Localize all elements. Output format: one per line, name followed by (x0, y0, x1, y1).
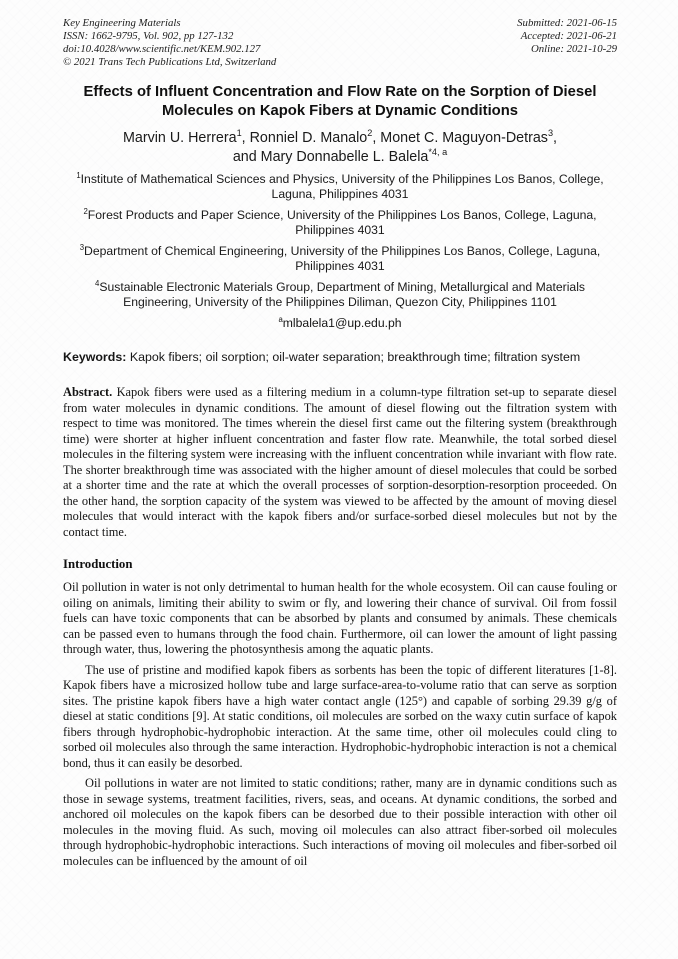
email-address: mlbalela1@up.edu.ph (282, 316, 402, 330)
paragraph-intro-2: The use of pristine and modified kapok fibers as sorbents has been the topic of different literatures [1-8]. Kapok fibers have a microsized hollow tube and large surface-area-to-volume ratio that can serve as sorption sites. The pristine kapok fibers have a high water contact angle (125°) and capable of sorbing 29.39 g/g of diesel at static conditions [9]. At static conditions, oil molecules are sorbed on the waxy cutin surface of kapok fibers through hydrophobic-hydrophobic interaction. At the same time, other oil molecules could cling to sorbed oil molecules also through the same interaction. Hydrophobic-hydrophobic interaction is not a chemical bond, thus it can easily be desorbed. (63, 662, 617, 770)
submission-dates (517, 17, 617, 69)
author-name: Marvin U. Herrera (122, 130, 237, 146)
author-name: Monet C. Maguyon-Detras (380, 130, 548, 146)
author-affiliation-marker: *4, a (428, 146, 448, 157)
journal-info (63, 17, 276, 69)
paper-title: Effects of Influent Concentration and Flow Rate on the Sorption of Diesel Molecules on Kapok Fibers at Dynamic Conditions (83, 84, 597, 119)
accepted-date: Accepted: 2021-06-21 (520, 30, 617, 42)
affiliation-marker: 1 (76, 170, 81, 180)
journal-copyright: © 2021 Trans Tech Publications Ltd, Switzerland (63, 56, 277, 68)
abstract-text: Kapok fibers were used as a filtering medium in a column-type filtration set-up to separate diesel from water molecules in dynamic conditions. The amount of diesel flowing out the filtration system with respect to time was monitored. The times wherein the diesel first came out the filtering system (breakthrough time) were shorter at higher influent concentration and faster flow rate. Meanwhile, the total sorbed diesel molecules in the filtering system were increasing with the influent concentration while invariant with flow rate. The shorter breakthrough time was associated with the higher amount of diesel molecules that could be sorbed at a shorter time and the rate at which the overall processes of sorption-desorption-resorption proceeded. On the other hand, the sorption capacity of the system was viewed to be affected by the amount of moving diesel molecules that would interact with the kapok fibers and/or surface-sorbed diesel molecules but not by the contact time. (63, 385, 617, 539)
paragraph-intro-1: Oil pollution in water is not only detrimental to human health for the whole ecosystem. Oil can cause fouling or oiling on animals, limiting their ability to swim or fly, and lowering their chance of survival. Oil from fossil fuels can have toxic components that can be absorbed by plants and consumed by animals. These chemicals can be passed even to humans through the food chain. Furthermore, oil can lower the amount of light passing through water, thus, lowering the photosynthesis among the aquatic plants. (63, 580, 618, 656)
affiliation-1 (63, 172, 617, 202)
keywords-text: Kapok fibers; oil sorption; oil-water separation; breakthrough time; filtration system (129, 350, 581, 364)
author-separator: , (241, 130, 250, 146)
journal-name: Key Engineering Materials (63, 17, 181, 29)
keywords-label: Keywords: (63, 350, 127, 364)
affiliation-text: Institute of Mathematical Sciences and Physics, University of the Philippines Los Banos, College, Laguna, Philippines 4031 (80, 172, 604, 201)
author-affiliation-marker: 1 (236, 128, 242, 139)
author-separator: , (372, 130, 381, 146)
author-affiliation-marker: 3 (547, 128, 554, 139)
affiliation-marker: 2 (83, 206, 88, 216)
affiliation-2 (63, 208, 617, 238)
email-marker: a (278, 314, 283, 324)
author-prefix: and (232, 148, 261, 165)
online-date: Online: 2021-10-29 (530, 43, 617, 55)
paragraph-intro-3: Oil pollutions in water are not limited to static conditions; rather, many are in dynamic conditions such as those in sewage systems, treatment facilities, rivers, seas, and oceans. At dynamic conditions, the sorbed and anchored oil molecules on the kapok fibers can be desorbed due to their possible interaction with other oil molecules in the moving fluid. As such, moving oil molecules can also attract fiber-sorbed oil molecules through hydrophobic-hydrophobic interactions. Such interactions of moving oil molecules and fiber-sorbed oil molecules can be influenced by the amount of oil (63, 776, 617, 868)
author (250, 130, 381, 146)
affiliation-marker: 4 (94, 278, 100, 288)
author-name: Ronniel D. Manalo (249, 130, 368, 146)
affiliation-text: Department of Chemical Engineering, University of the Philippines Los Banos, College, Laguna, Philippines 4031 (84, 244, 601, 273)
abstract-label: Abstract. (63, 385, 113, 399)
author-separator: , (553, 130, 558, 146)
affiliation-4 (63, 280, 617, 310)
author (232, 146, 448, 165)
author (380, 130, 557, 146)
journal-issn-volume: ISSN: 1662-9795, Vol. 902, pp 127-132 (63, 30, 234, 42)
author (123, 130, 250, 146)
author-list (63, 129, 617, 166)
submitted-date: Submitted: 2021-06-15 (517, 17, 617, 29)
abstract (63, 385, 617, 540)
affiliation-marker: 3 (79, 242, 85, 252)
affiliation-text: Sustainable Electronic Materials Group, Department of Mining, Metallurgical and Materials Engineering, University of the Philippines Diliman, Quezon City, Philippines 1101 (99, 280, 586, 309)
author-name: Mary Donnabelle L. Balela (260, 148, 429, 165)
journal-doi: doi:10.4028/www.scientific.net/KEM.902.127 (63, 43, 261, 55)
journal-header (63, 17, 617, 69)
author-affiliation-marker: 2 (367, 128, 373, 139)
keywords-line (63, 350, 617, 365)
affiliation-3 (63, 244, 617, 274)
section-heading-introduction: Introduction (63, 557, 133, 571)
email-line (63, 316, 617, 331)
affiliation-text: Forest Products and Paper Science, University of the Philippines Los Banos, College, Laguna, Philippines 4031 (87, 208, 597, 237)
